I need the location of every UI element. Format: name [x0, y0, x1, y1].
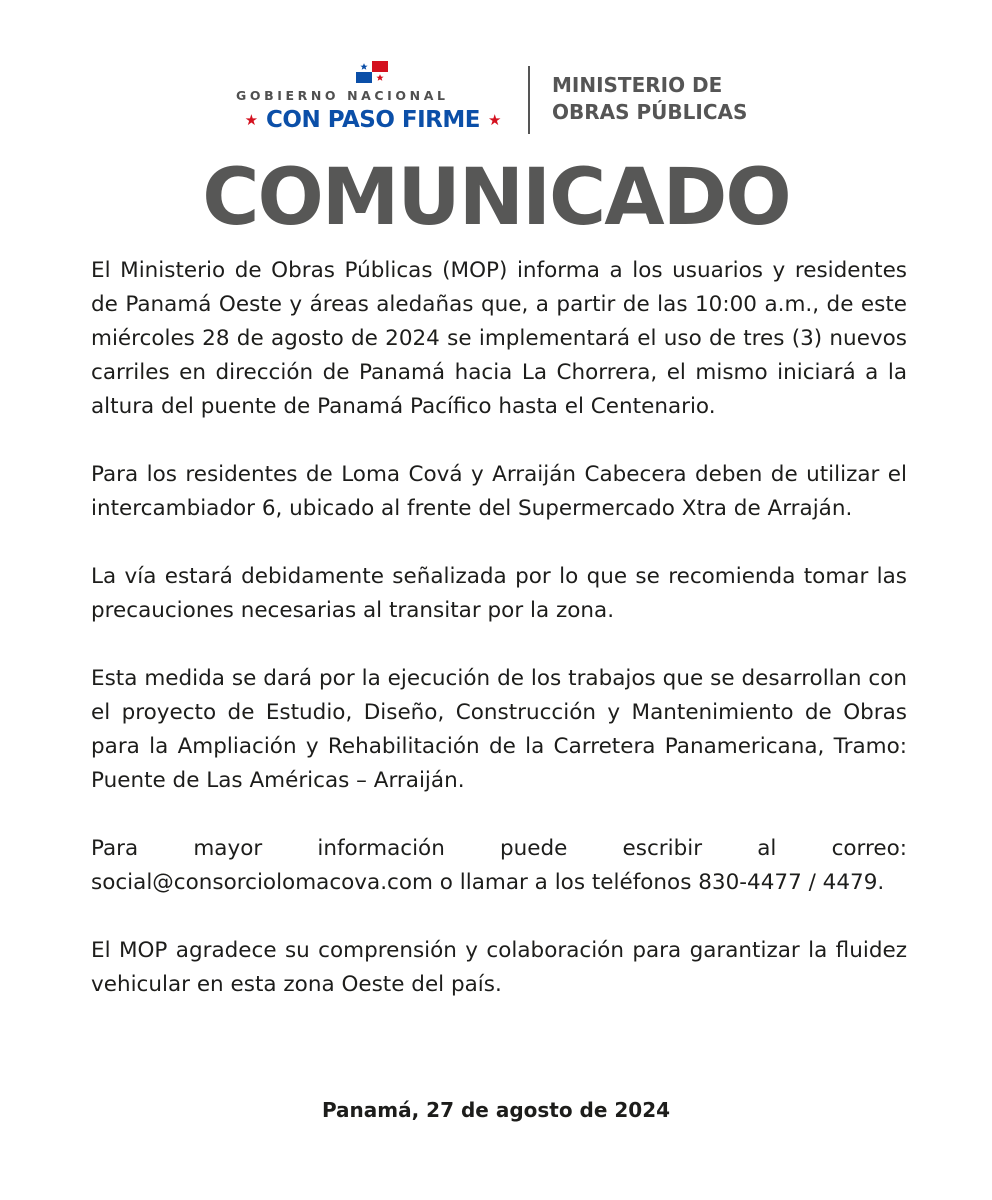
slogan-text: CON PASO FIRME: [266, 107, 480, 133]
slogan-row: [232, 105, 514, 135]
header: [0, 58, 992, 138]
paragraph-thanks: El MOP agradece su comprensión y colaboración para garantizar la fluidez vehicular en esta zona Oeste del país.: [91, 938, 907, 997]
header-divider: [528, 66, 530, 134]
star-icon: ★: [244, 110, 259, 129]
panama-flag-icon: [356, 61, 388, 83]
ministry-line-2: OBRAS PÚBLICAS: [552, 100, 748, 124]
communique-body: [91, 254, 907, 1036]
paragraph-contact: Para mayor información puede escribir al correo: social@consorciolomacova.com o llamar a los teléfonos 830-4477 / 4479.: [91, 836, 907, 895]
paragraph-residents: Para los residentes de Loma Cová y Arraiján Cabecera deben de utilizar el intercambiador 6, ubicado al frente del Supermercado Xtra de Arraján.: [91, 462, 907, 521]
star-icon: ★: [487, 110, 502, 129]
paragraph-signage: La vía estará debidamente señalizada por lo que se recomienda tomar las precauciones necesarias al transitar por la zona.: [91, 564, 907, 623]
ministry-line-1: MINISTERIO DE: [552, 73, 723, 97]
date-signoff: Panamá, 27 de agosto de 2024: [321, 1098, 671, 1122]
paragraph-announcement: El Ministerio de Obras Públicas (MOP) informa a los usuarios y residentes de Panamá Oeste y áreas aledañas que, a partir de las 10:00 a.m., de este miércoles 28 de agosto de 2024 se implementará el uso de tres (3) nuevos carriles en dirección de Panamá hacia La Chorrera, el mismo iniciará a la altura del puente de Panamá Pacífico hasta el Centenario.: [91, 258, 907, 419]
page-title: COMUNICADO: [202, 153, 790, 243]
paragraph-project: Esta medida se dará por la ejecución de los trabajos que se desarrollan con el proyecto de Estudio, Diseño, Construcción y Mantenimiento de Obras para la Ampliación y Rehabilitación de la Carretera Panamericana, Tramo: Puente de Las Américas – Arraiján.: [91, 666, 907, 793]
gobierno-nacional-logo: [226, 58, 516, 138]
ministry-logo-text: [552, 72, 782, 126]
gobierno-nacional-text: GOBIERNO NACIONAL: [236, 88, 449, 103]
